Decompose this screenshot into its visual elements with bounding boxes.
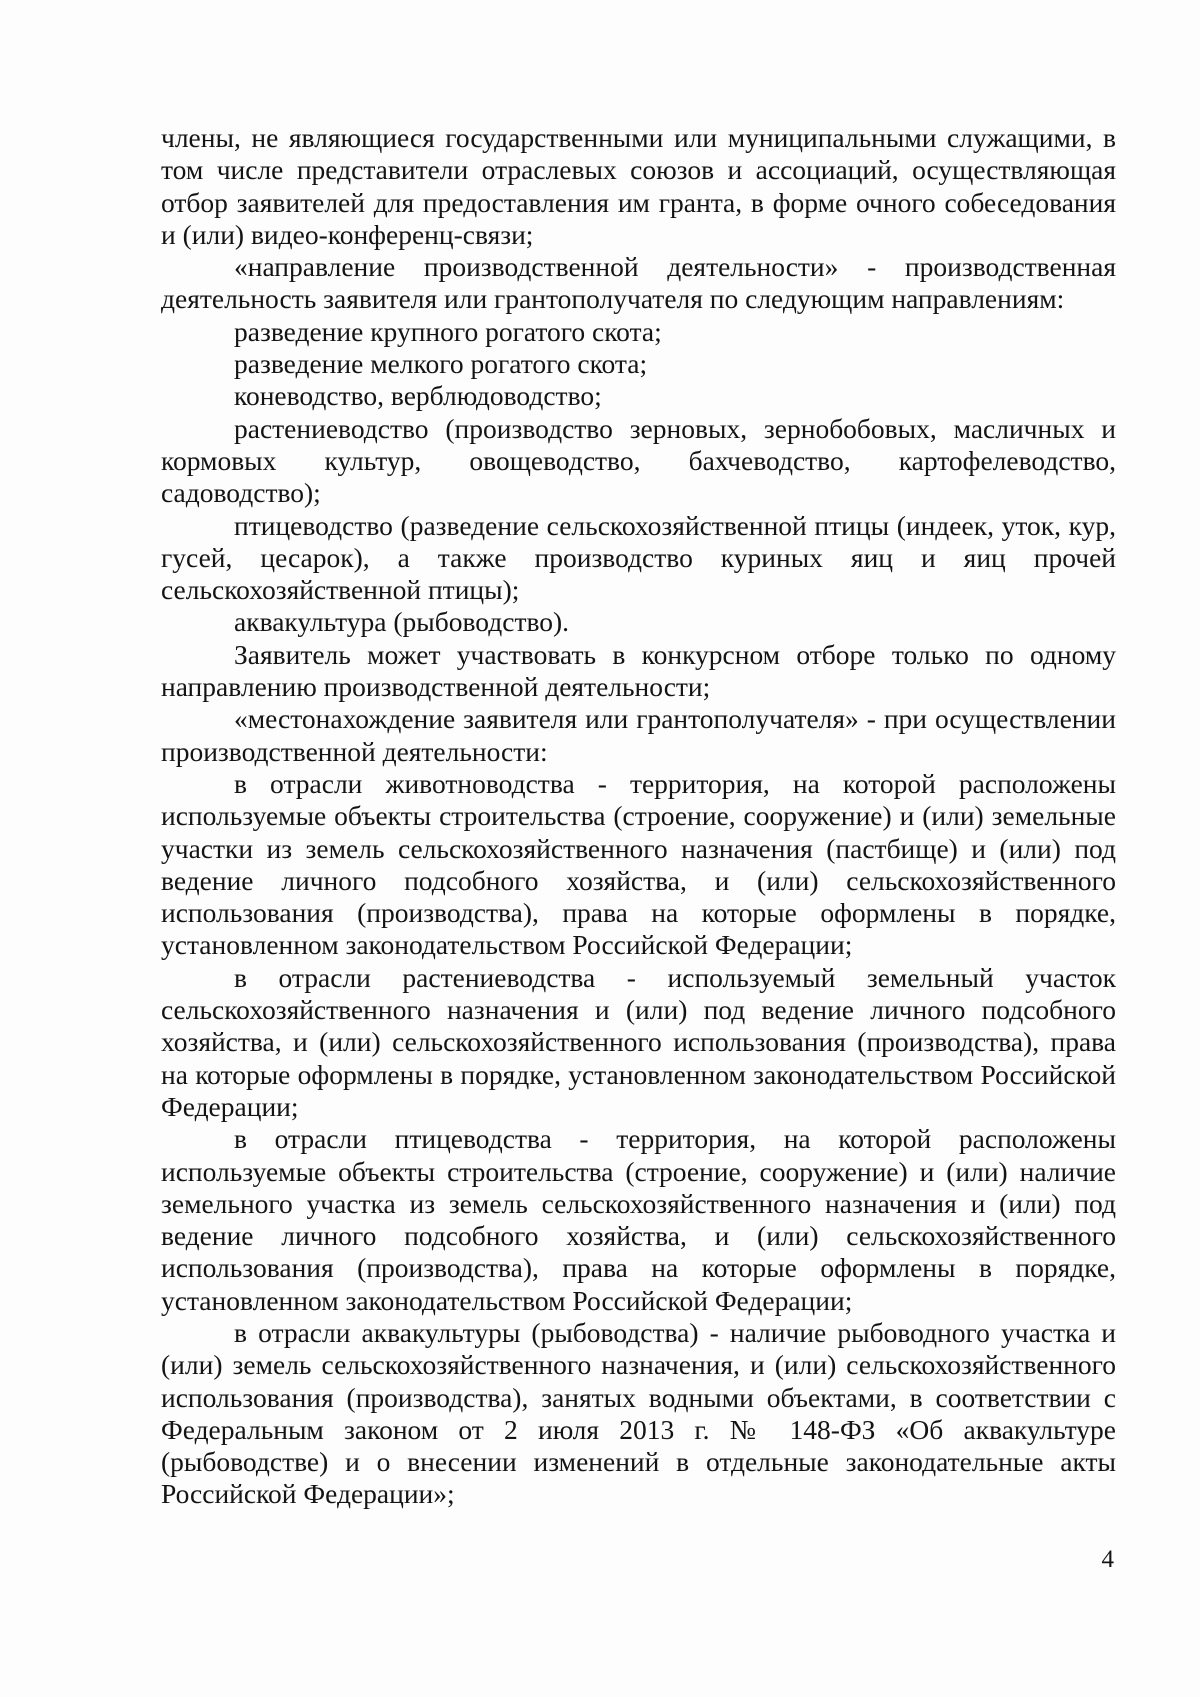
paragraph-14: в отрасли аквакультуры (рыбоводства) - наличие рыбоводного участка и (или) земель сельскохозяйственного назначения, и (или) сельскохозяйственного использования (производства), занятых водными объектами, в соответствии с Федеральным законом от 2 июля 2013 г. № 148-ФЗ «Об аквакультуре (рыбоводстве) и о внесении изменений в отдельные законодательные акты Российской Федерации»; [161,1316,1116,1510]
paragraph-7: птицеводство (разведение сельскохозяйственной птицы (индеек, уток, кур, гусей, цесарок), а также производство куриных яиц и яиц прочей сельскохозяйственной птицы); [161,509,1116,606]
paragraph-4: разведение мелкого рогатого скота; [234,348,648,380]
paragraph-9: Заявитель может участвовать в конкурсном отборе только по одному направлению производственной деятельности; [161,638,1116,703]
paragraph-5: коневодство, верблюдоводство; [234,380,602,412]
document-body [161,122,1116,1511]
page-number: 4 [1101,1546,1114,1573]
paragraph-1: члены, не являющиеся государственными или муниципальными служащими, в том числе представители отраслевых союзов и ассоциаций, осуществляющая отбор заявителей для предоставления им гранта, в форме очного собеседования и (или) видео-конференц-связи; [161,122,1116,250]
paragraph-13: в отрасли птицеводства - территория, на которой расположены используемые объекты строительства (строение, сооружение) и (или) наличие земельного участка из земель сельскохозяйственного назначения и (или) под ведение личного подсобного хозяйства, и (или) сельскохозяйственного использования (производства), права на которые оформлены в порядке, установленном законодательством Российской Федерации; [161,1123,1116,1316]
paragraph-11: в отрасли животноводства - территория, на которой расположены используемые объекты строительства (строение, сооружение) и (или) земельные участки из земель сельскохозяйственного назначения (пастбище) и (или) под ведение личного подсобного хозяйства, и (или) сельскохозяйственного использования (производства), права на которые оформлены в порядке, установленном законодательством Российской Федерации; [161,767,1116,961]
paragraph-2: «направление производственной деятельности» - производственная деятельность заявителя или грантополучателя по следующим направлениям: [161,251,1116,315]
paragraph-12: в отрасли растениеводства - используемый земельный участок сельскохозяйственного назначения и (или) под ведение личного подсобного хозяйства, и (или) сельскохозяйственного использования (производства), права на которые оформлены в порядке, установленном законодательством Российской Федерации; [161,961,1116,1122]
paragraph-3: разведение крупного рогатого скота; [234,315,662,347]
paragraph-6: растениеводство (производство зерновых, зернобобовых, масличных и кормовых культур, овощеводство, бахчеводство, картофелеводство, садоводство); [161,412,1116,509]
paragraph-8: аквакультура (рыбоводство). [234,606,570,638]
paragraph-10: «местонахождение заявителя или грантополучателя» - при осуществлении производственной деятельности: [161,703,1116,767]
